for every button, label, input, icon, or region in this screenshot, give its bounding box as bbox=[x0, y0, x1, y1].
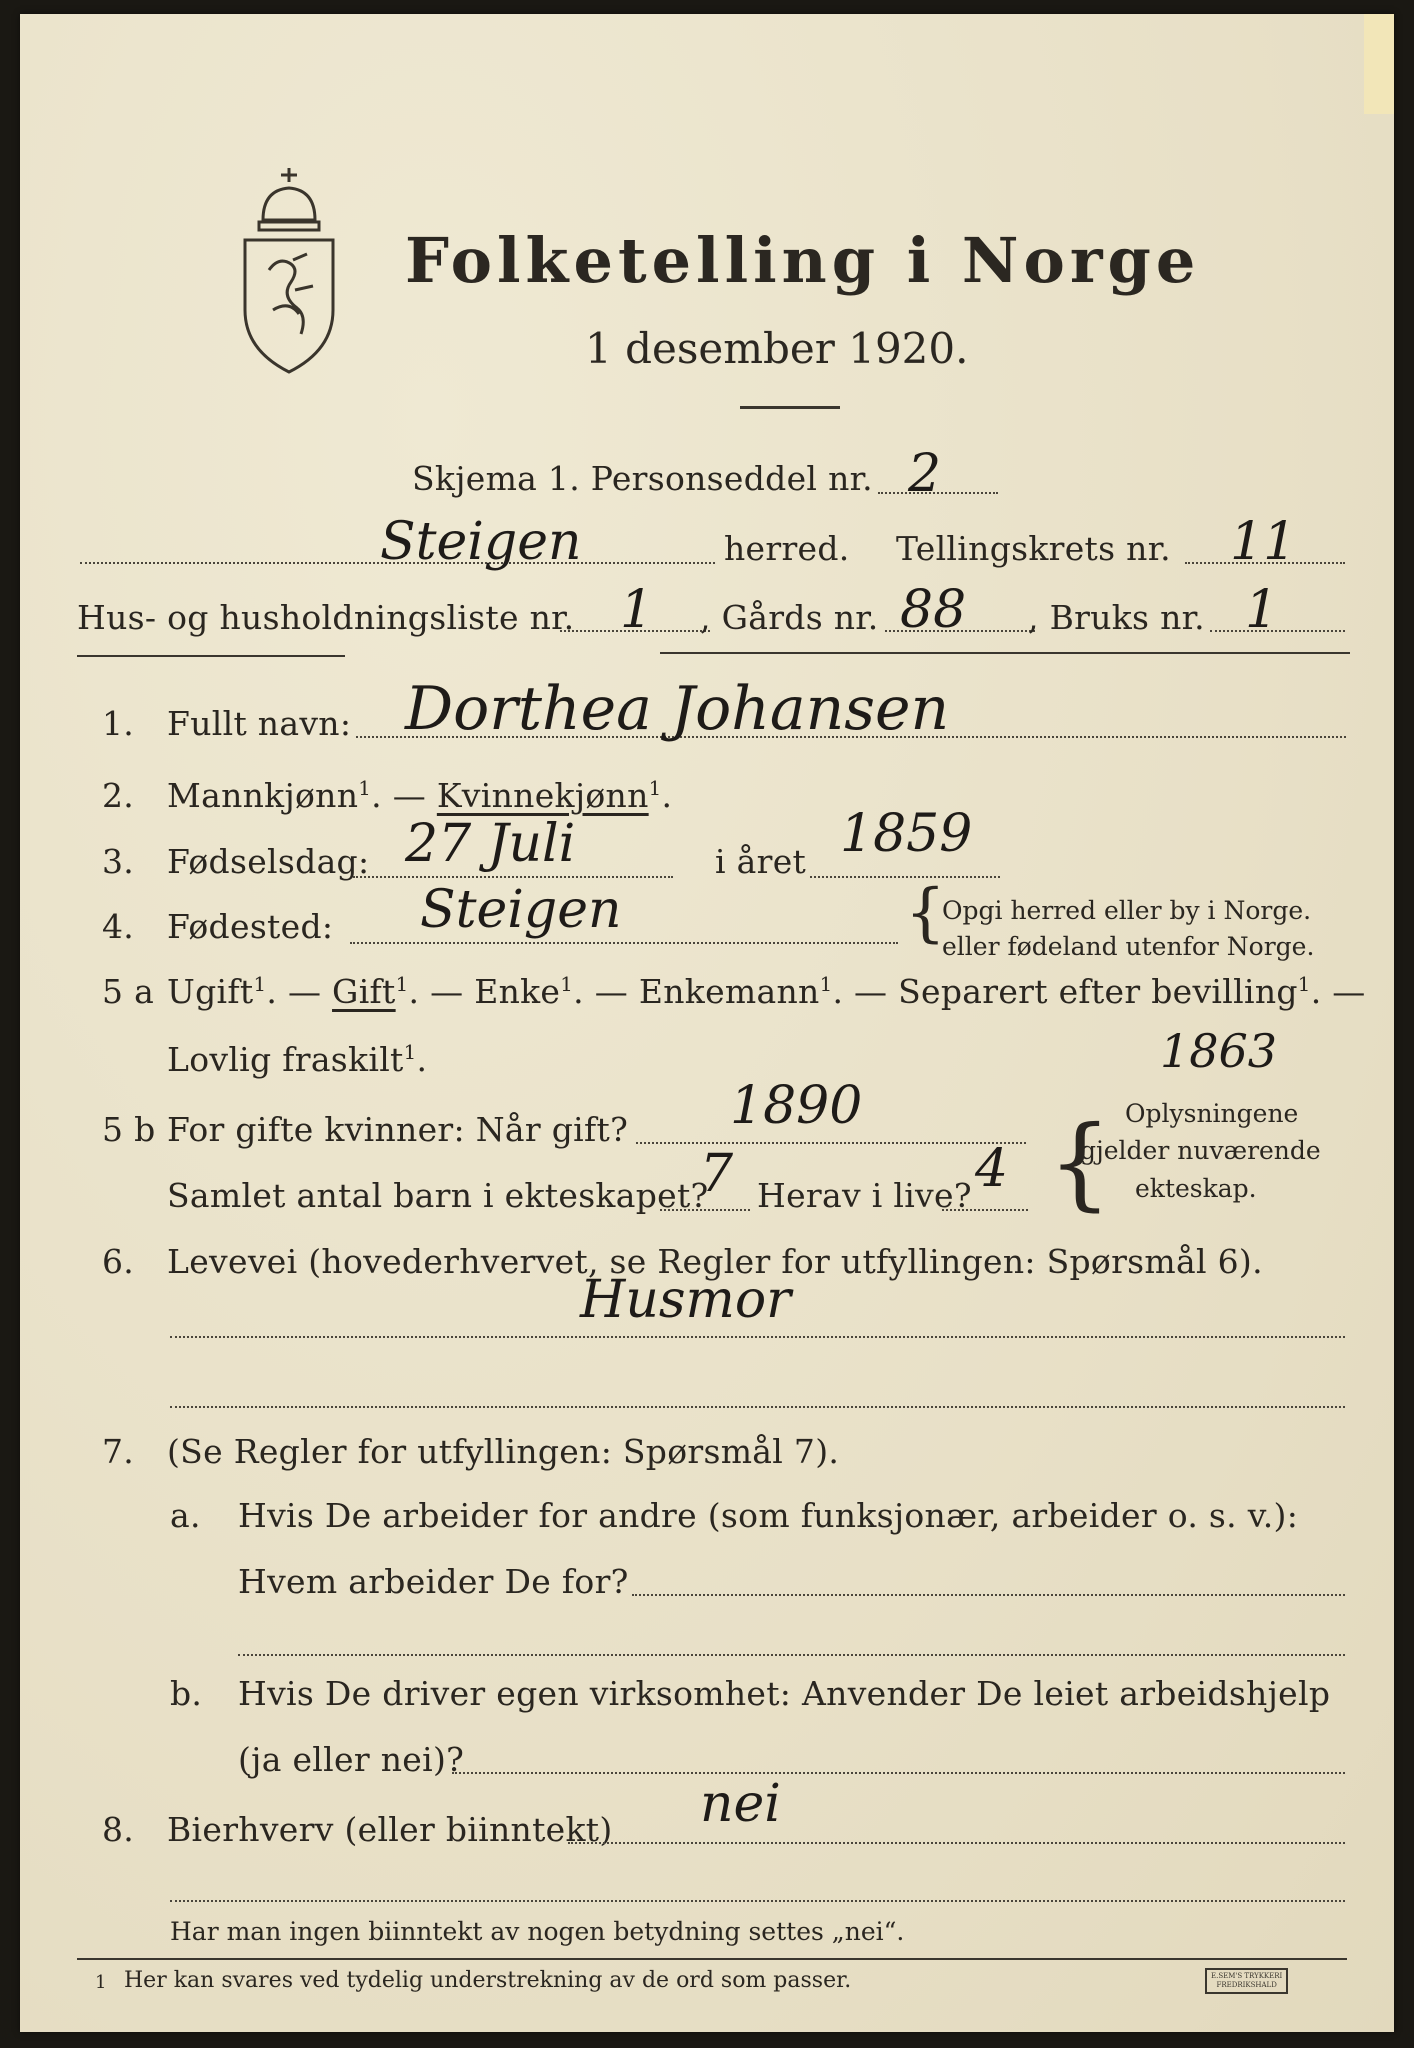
q3-day-line bbox=[353, 876, 673, 878]
q5a-row-2: Lovlig fraskilt$^1$. bbox=[167, 1040, 428, 1079]
q5a-enkemann[interactable]: Enkemann bbox=[638, 972, 820, 1011]
q3-year-label: i året bbox=[715, 842, 807, 881]
herred-value[interactable]: Steigen bbox=[380, 512, 582, 572]
q6-number: 6. bbox=[102, 1242, 135, 1281]
q5a-gift[interactable]: Gift bbox=[332, 972, 396, 1011]
q5a-fraskilt[interactable]: Lovlig fraskilt bbox=[167, 1040, 404, 1079]
q2-dash: . — bbox=[371, 776, 437, 815]
census-date: 1 desember 1920. bbox=[585, 324, 969, 373]
bruks-nr[interactable]: 1 bbox=[1245, 580, 1279, 640]
q6-occupation[interactable]: Husmor bbox=[580, 1270, 791, 1330]
q5a-separert[interactable]: Separert efter bevilling bbox=[898, 972, 1298, 1011]
gards-label: , Gårds nr. bbox=[700, 598, 879, 637]
q5b-number: 5 b bbox=[102, 1110, 156, 1149]
q8-line-2 bbox=[170, 1900, 1345, 1902]
q5b-barn-line bbox=[660, 1209, 750, 1211]
q6-label: Levevei (hovederhvervet, se Regler for utfyllingen: Spørsmål 6). bbox=[167, 1242, 1263, 1281]
q3-birth-year[interactable]: 1859 bbox=[840, 804, 973, 864]
q7b-number: b. bbox=[170, 1674, 203, 1713]
bruks-label: , Bruks nr. bbox=[1028, 598, 1205, 637]
q4-birthplace[interactable]: Steigen bbox=[420, 880, 622, 940]
q7a-number: a. bbox=[170, 1496, 201, 1535]
q2-mann[interactable]: Mannkjønn bbox=[167, 776, 359, 815]
q1-label: Fullt navn: bbox=[167, 704, 352, 743]
q5b-note-3: ekteskap. bbox=[1135, 1174, 1257, 1203]
q5b-note-1: Oplysningene bbox=[1125, 1099, 1299, 1128]
q3-birth-day[interactable]: 27 Juli bbox=[405, 814, 576, 874]
q7a-label: Hvis De arbeider for andre (som funksjonær, arbeider o. s. v.): bbox=[238, 1496, 1299, 1535]
herred-label: herred. bbox=[724, 529, 850, 568]
q5b-note-2: gjelder nuværende bbox=[1080, 1136, 1321, 1165]
q4-brace: { bbox=[905, 876, 946, 950]
form-title: Folketelling i Norge bbox=[405, 224, 1201, 297]
q5b-year-line bbox=[636, 1142, 1026, 1144]
q7b-label: Hvis De driver egen virksomhet: Anvender De leiet arbeidshjelp bbox=[238, 1674, 1331, 1713]
q3-label: Fødselsdag: bbox=[167, 842, 370, 881]
q5a-ugift[interactable]: Ugift bbox=[167, 972, 254, 1011]
q5b-label: For gifte kvinner: Når gift? bbox=[167, 1110, 629, 1149]
printer-stamp-line-1: E.SEM'S TRYKKERI bbox=[1211, 1972, 1283, 1980]
title-divider bbox=[740, 406, 840, 409]
q1-full-name[interactable]: Dorthea Johansen bbox=[405, 674, 950, 744]
q5b-marriage-year[interactable]: 1890 bbox=[730, 1076, 863, 1136]
q2-row: Mannkjønn$^1$. — Kvinnekjønn$^1$. bbox=[167, 776, 673, 815]
q5a-enke[interactable]: Enke bbox=[474, 972, 561, 1011]
q2-number: 2. bbox=[102, 776, 135, 815]
q7a-sub: Hvem arbeider De for? bbox=[238, 1562, 629, 1601]
hus-nr[interactable]: 1 bbox=[620, 580, 654, 640]
q8-number: 8. bbox=[102, 1810, 135, 1849]
footer-note: Har man ingen biinntekt av nogen betydning settes „nei“. bbox=[170, 1917, 905, 1946]
q5b-live-label: Herav i live? bbox=[757, 1176, 972, 1215]
q5a-note-year: 1863 bbox=[1160, 1024, 1278, 1078]
q4-label: Fødested: bbox=[167, 907, 334, 946]
q7-number: 7. bbox=[102, 1432, 135, 1471]
q8-field-line bbox=[568, 1842, 1345, 1844]
q5a-row: Ugift$^1$. — Gift$^1$. — Enke$^1$. — Enkemann$^1$. — Separert efter bevilling$^1$. — bbox=[167, 972, 1366, 1011]
divider-left bbox=[77, 655, 345, 657]
q8-label: Bierhverv (eller biinntekt) bbox=[167, 1810, 613, 1849]
q5b-living[interactable]: 4 bbox=[975, 1139, 1009, 1199]
gards-nr[interactable]: 88 bbox=[900, 580, 967, 640]
q6-line-1 bbox=[170, 1336, 1345, 1338]
q4-note-1: Opgi herred eller by i Norge. bbox=[942, 896, 1312, 925]
tellingskrets-nr[interactable]: 11 bbox=[1230, 512, 1297, 572]
q7a-line-1[interactable] bbox=[632, 1594, 1345, 1596]
q7b-sub: (ja eller nei)? bbox=[238, 1740, 465, 1779]
footnote-number: 1 bbox=[95, 1972, 107, 1993]
q4-number: 4. bbox=[102, 907, 135, 946]
q7a-line-2[interactable] bbox=[238, 1654, 1345, 1656]
q2-sup-2: 1 bbox=[648, 777, 662, 800]
footer-divider bbox=[77, 1958, 1347, 1960]
q5b-children[interactable]: 7 bbox=[700, 1144, 734, 1204]
q5b-barn-label: Samlet antal barn i ekteskapet? bbox=[167, 1176, 709, 1215]
coat-of-arms-icon bbox=[233, 160, 345, 380]
printer-stamp bbox=[1205, 1968, 1288, 1994]
q5b-brace: { bbox=[1048, 1104, 1112, 1221]
q5a-number: 5 a bbox=[102, 972, 155, 1011]
paper-edge-strip bbox=[1364, 14, 1394, 114]
footnote-text: Her kan svares ved tydelig understrekning av de ord som passer. bbox=[124, 1968, 852, 1993]
q4-note-2: eller fødeland utenfor Norge. bbox=[942, 932, 1315, 961]
divider-right bbox=[660, 652, 1350, 654]
personseddel-nr[interactable]: 2 bbox=[908, 444, 942, 504]
q7b-line[interactable] bbox=[452, 1772, 1345, 1774]
skjema-label: Skjema 1. Personseddel nr. bbox=[412, 459, 873, 498]
q8-answer[interactable]: nei bbox=[700, 1774, 781, 1834]
tellingskrets-label: Tellingskrets nr. bbox=[896, 529, 1171, 568]
q6-line-2 bbox=[170, 1406, 1345, 1408]
q2-kvinne[interactable]: Kvinnekjønn bbox=[436, 776, 649, 815]
q1-number: 1. bbox=[102, 704, 135, 743]
q3-number: 3. bbox=[102, 842, 135, 881]
q5b-live-line bbox=[942, 1209, 1028, 1211]
q4-field-line bbox=[350, 942, 898, 944]
printer-stamp-line-2: FREDRIKSHALD bbox=[1216, 1981, 1277, 1989]
q7-label: (Se Regler for utfyllingen: Spørsmål 7). bbox=[167, 1432, 840, 1471]
census-form bbox=[20, 14, 1394, 2032]
hus-label: Hus- og husholdningsliste nr. bbox=[77, 598, 575, 637]
q2-sup-1: 1 bbox=[358, 777, 372, 800]
